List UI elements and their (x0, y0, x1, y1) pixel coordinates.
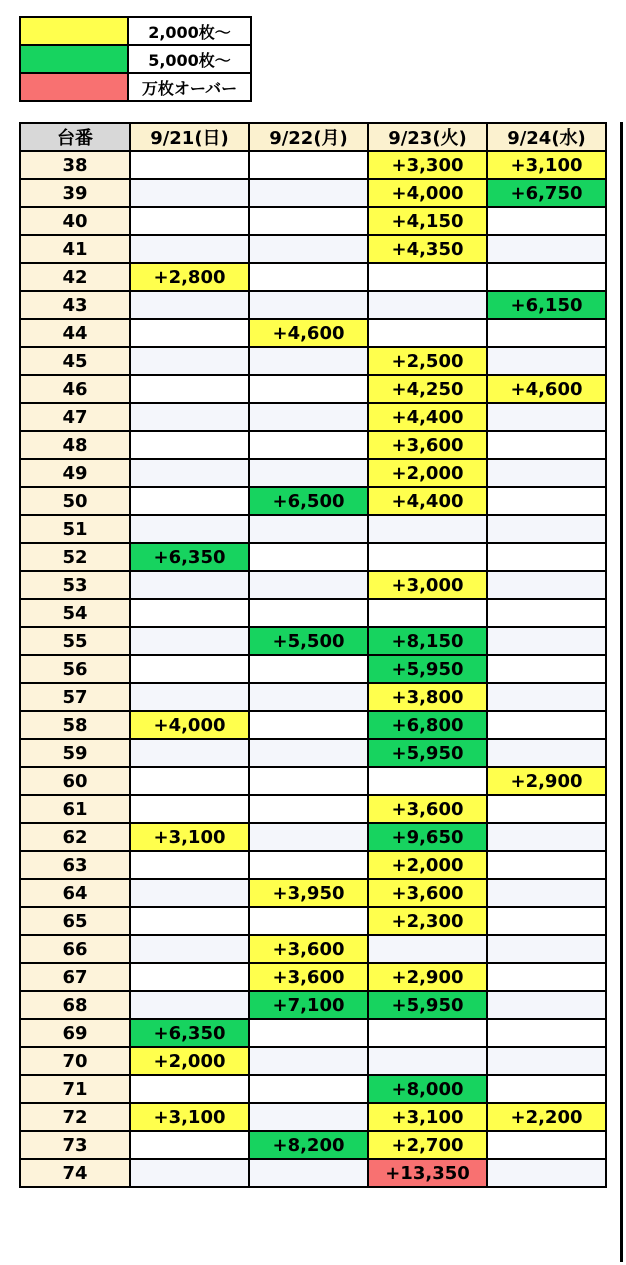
result-cell (249, 403, 368, 431)
result-cell (487, 543, 606, 571)
machine-number-cell: 41 (20, 235, 130, 263)
table-row (20, 963, 606, 991)
table-row (20, 291, 606, 319)
table-row (20, 1047, 606, 1075)
result-cell (249, 1103, 368, 1131)
result-cell: +7,100 (249, 991, 368, 1019)
result-cell (487, 403, 606, 431)
table-row (20, 207, 606, 235)
table-row (20, 515, 606, 543)
machine-number-cell: 48 (20, 431, 130, 459)
machine-number-cell: 61 (20, 795, 130, 823)
result-cell (249, 571, 368, 599)
result-cell: +4,000 (130, 711, 249, 739)
result-cell (130, 235, 249, 263)
result-cell: +2,000 (368, 459, 487, 487)
result-cell (130, 627, 249, 655)
result-cell (130, 879, 249, 907)
result-cell (249, 1159, 368, 1187)
machine-number-cell: 54 (20, 599, 130, 627)
machine-number-cell: 63 (20, 851, 130, 879)
results-table (19, 122, 607, 1188)
table-row (20, 347, 606, 375)
result-cell (368, 1047, 487, 1075)
result-cell (130, 347, 249, 375)
result-cell (249, 795, 368, 823)
result-cell (249, 515, 368, 543)
result-cell (487, 1047, 606, 1075)
result-cell (249, 375, 368, 403)
result-cell (130, 459, 249, 487)
result-cell: +3,600 (368, 795, 487, 823)
table-row (20, 179, 606, 207)
result-cell (130, 1131, 249, 1159)
table-row (20, 935, 606, 963)
result-cell (249, 1047, 368, 1075)
result-cell: +13,350 (368, 1159, 487, 1187)
machine-number-cell: 51 (20, 515, 130, 543)
result-cell (130, 375, 249, 403)
result-cell (487, 1019, 606, 1047)
table-row (20, 571, 606, 599)
result-cell: +3,950 (249, 879, 368, 907)
machine-number-cell: 67 (20, 963, 130, 991)
machine-number-cell: 68 (20, 991, 130, 1019)
result-cell (130, 515, 249, 543)
result-cell (487, 823, 606, 851)
result-cell (130, 151, 249, 179)
result-cell (487, 207, 606, 235)
result-cell (368, 1019, 487, 1047)
result-cell (130, 991, 249, 1019)
date-column-header: 9/23(火) (368, 123, 487, 151)
result-cell: +4,600 (249, 319, 368, 347)
result-cell (487, 263, 606, 291)
result-cell (249, 431, 368, 459)
machine-number-cell: 56 (20, 655, 130, 683)
result-cell: +4,250 (368, 375, 487, 403)
result-cell: +4,400 (368, 487, 487, 515)
result-cell: +8,150 (368, 627, 487, 655)
result-cell: +3,600 (368, 431, 487, 459)
result-cell (487, 319, 606, 347)
result-cell: +2,000 (368, 851, 487, 879)
result-cell (130, 403, 249, 431)
table-row (20, 1019, 606, 1047)
result-cell (130, 1159, 249, 1187)
result-cell (487, 879, 606, 907)
result-cell (487, 711, 606, 739)
result-cell (249, 767, 368, 795)
result-cell (249, 739, 368, 767)
result-cell (130, 291, 249, 319)
machine-number-cell: 45 (20, 347, 130, 375)
machine-number-header: 台番 (20, 123, 130, 151)
legend-label: 万枚オーバー (128, 73, 251, 101)
result-cell (487, 1159, 606, 1187)
table-row (20, 599, 606, 627)
legend-row (20, 17, 251, 45)
table-row (20, 795, 606, 823)
machine-number-cell: 52 (20, 543, 130, 571)
result-cell (368, 935, 487, 963)
result-cell (130, 179, 249, 207)
legend-swatch-red (20, 73, 128, 101)
result-cell (368, 767, 487, 795)
result-cell: +3,800 (368, 683, 487, 711)
result-cell (487, 963, 606, 991)
table-row (20, 711, 606, 739)
machine-number-cell: 74 (20, 1159, 130, 1187)
result-cell (249, 823, 368, 851)
result-cell: +3,100 (368, 1103, 487, 1131)
table-row (20, 767, 606, 795)
machine-number-cell: 43 (20, 291, 130, 319)
result-cell: +6,150 (487, 291, 606, 319)
result-cell (487, 739, 606, 767)
result-cell (130, 1075, 249, 1103)
result-cell (368, 263, 487, 291)
cropped-table-edge (620, 122, 623, 1262)
machine-number-cell: 71 (20, 1075, 130, 1103)
result-cell: +3,100 (130, 823, 249, 851)
result-cell: +6,800 (368, 711, 487, 739)
result-cell (487, 599, 606, 627)
machine-number-cell: 70 (20, 1047, 130, 1075)
result-cell (249, 179, 368, 207)
result-cell (130, 851, 249, 879)
legend-row (20, 45, 251, 73)
result-cell (487, 795, 606, 823)
result-cell (249, 151, 368, 179)
table-row (20, 627, 606, 655)
table-row (20, 1103, 606, 1131)
table-row (20, 263, 606, 291)
result-cell: +2,900 (487, 767, 606, 795)
result-cell: +8,000 (368, 1075, 487, 1103)
result-cell (249, 711, 368, 739)
table-row (20, 1159, 606, 1187)
result-cell: +5,950 (368, 739, 487, 767)
result-cell: +2,300 (368, 907, 487, 935)
result-cell: +2,200 (487, 1103, 606, 1131)
machine-number-cell: 55 (20, 627, 130, 655)
result-cell (368, 543, 487, 571)
result-cell (249, 459, 368, 487)
result-cell (487, 627, 606, 655)
table-row (20, 459, 606, 487)
legend-row (20, 73, 251, 101)
machine-number-cell: 62 (20, 823, 130, 851)
result-cell: +6,500 (249, 487, 368, 515)
result-cell: +3,100 (487, 151, 606, 179)
table-row (20, 907, 606, 935)
result-cell (487, 459, 606, 487)
result-cell (487, 1075, 606, 1103)
result-cell: +5,500 (249, 627, 368, 655)
result-cell (130, 319, 249, 347)
result-cell: +3,000 (368, 571, 487, 599)
result-cell: +4,000 (368, 179, 487, 207)
result-cell (130, 571, 249, 599)
result-cell (368, 599, 487, 627)
result-cell (487, 235, 606, 263)
result-cell (487, 683, 606, 711)
table-row (20, 235, 606, 263)
machine-number-cell: 57 (20, 683, 130, 711)
result-cell (368, 291, 487, 319)
result-cell (249, 263, 368, 291)
result-cell: +6,350 (130, 1019, 249, 1047)
machine-number-cell: 44 (20, 319, 130, 347)
legend-table (19, 16, 252, 102)
legend-label: 2,000枚〜 (128, 17, 251, 45)
result-cell (130, 935, 249, 963)
result-cell: +4,600 (487, 375, 606, 403)
table-row (20, 683, 606, 711)
result-cell: +2,700 (368, 1131, 487, 1159)
result-cell: +3,600 (249, 963, 368, 991)
result-cell (249, 907, 368, 935)
result-cell (487, 487, 606, 515)
result-cell (130, 655, 249, 683)
result-cell (249, 851, 368, 879)
machine-number-cell: 53 (20, 571, 130, 599)
legend-swatch-yellow (20, 17, 128, 45)
table-row (20, 319, 606, 347)
result-cell: +8,200 (249, 1131, 368, 1159)
result-cell (130, 739, 249, 767)
machine-number-cell: 64 (20, 879, 130, 907)
result-cell (249, 683, 368, 711)
result-cell: +3,600 (249, 935, 368, 963)
machine-number-cell: 47 (20, 403, 130, 431)
result-cell: +4,400 (368, 403, 487, 431)
result-cell (487, 515, 606, 543)
machine-number-cell: 73 (20, 1131, 130, 1159)
result-cell (487, 571, 606, 599)
result-cell: +2,000 (130, 1047, 249, 1075)
machine-number-cell: 38 (20, 151, 130, 179)
result-cell: +2,800 (130, 263, 249, 291)
result-cell: +6,350 (130, 543, 249, 571)
table-row (20, 431, 606, 459)
table-row (20, 655, 606, 683)
result-cell (487, 1131, 606, 1159)
table-row (20, 1075, 606, 1103)
result-cell: +6,750 (487, 179, 606, 207)
machine-number-cell: 49 (20, 459, 130, 487)
table-row (20, 403, 606, 431)
result-cell (487, 655, 606, 683)
table-row (20, 991, 606, 1019)
result-cell: +4,150 (368, 207, 487, 235)
result-cell: +9,650 (368, 823, 487, 851)
result-cell (130, 683, 249, 711)
machine-number-cell: 42 (20, 263, 130, 291)
date-column-header: 9/22(月) (249, 123, 368, 151)
table-row (20, 739, 606, 767)
result-cell: +5,950 (368, 655, 487, 683)
result-cell (487, 851, 606, 879)
header-row (20, 123, 606, 151)
result-cell: +3,600 (368, 879, 487, 907)
result-cell: +3,300 (368, 151, 487, 179)
result-cell (487, 991, 606, 1019)
table-row (20, 375, 606, 403)
result-cell (249, 207, 368, 235)
result-cell (249, 347, 368, 375)
machine-number-cell: 40 (20, 207, 130, 235)
date-column-header: 9/24(水) (487, 123, 606, 151)
result-cell (130, 487, 249, 515)
machine-number-cell: 46 (20, 375, 130, 403)
result-cell (249, 291, 368, 319)
result-cell (130, 207, 249, 235)
date-column-header: 9/21(日) (130, 123, 249, 151)
table-row (20, 879, 606, 907)
machine-number-cell: 66 (20, 935, 130, 963)
table-row (20, 151, 606, 179)
result-cell (249, 1075, 368, 1103)
table-row (20, 851, 606, 879)
result-cell: +2,500 (368, 347, 487, 375)
machine-number-cell: 50 (20, 487, 130, 515)
result-cell (487, 431, 606, 459)
result-cell: +5,950 (368, 991, 487, 1019)
result-cell (130, 963, 249, 991)
machine-number-cell: 58 (20, 711, 130, 739)
table-row (20, 823, 606, 851)
result-cell: +4,350 (368, 235, 487, 263)
table-row (20, 543, 606, 571)
machine-number-cell: 59 (20, 739, 130, 767)
legend-swatch-green (20, 45, 128, 73)
result-cell (487, 907, 606, 935)
result-cell (249, 599, 368, 627)
machine-number-cell: 69 (20, 1019, 130, 1047)
result-cell (249, 235, 368, 263)
machine-number-cell: 65 (20, 907, 130, 935)
table-row (20, 487, 606, 515)
result-cell (368, 319, 487, 347)
result-cell (487, 347, 606, 375)
result-cell (130, 599, 249, 627)
table-row (20, 1131, 606, 1159)
result-cell (249, 543, 368, 571)
result-cell: +2,900 (368, 963, 487, 991)
result-cell: +3,100 (130, 1103, 249, 1131)
result-cell (130, 767, 249, 795)
machine-number-cell: 60 (20, 767, 130, 795)
result-cell (130, 795, 249, 823)
machine-number-cell: 39 (20, 179, 130, 207)
result-cell (130, 907, 249, 935)
legend-label: 5,000枚〜 (128, 45, 251, 73)
result-cell (487, 935, 606, 963)
machine-number-cell: 72 (20, 1103, 130, 1131)
result-cell (249, 1019, 368, 1047)
result-cell (130, 431, 249, 459)
result-cell (368, 515, 487, 543)
result-cell (249, 655, 368, 683)
